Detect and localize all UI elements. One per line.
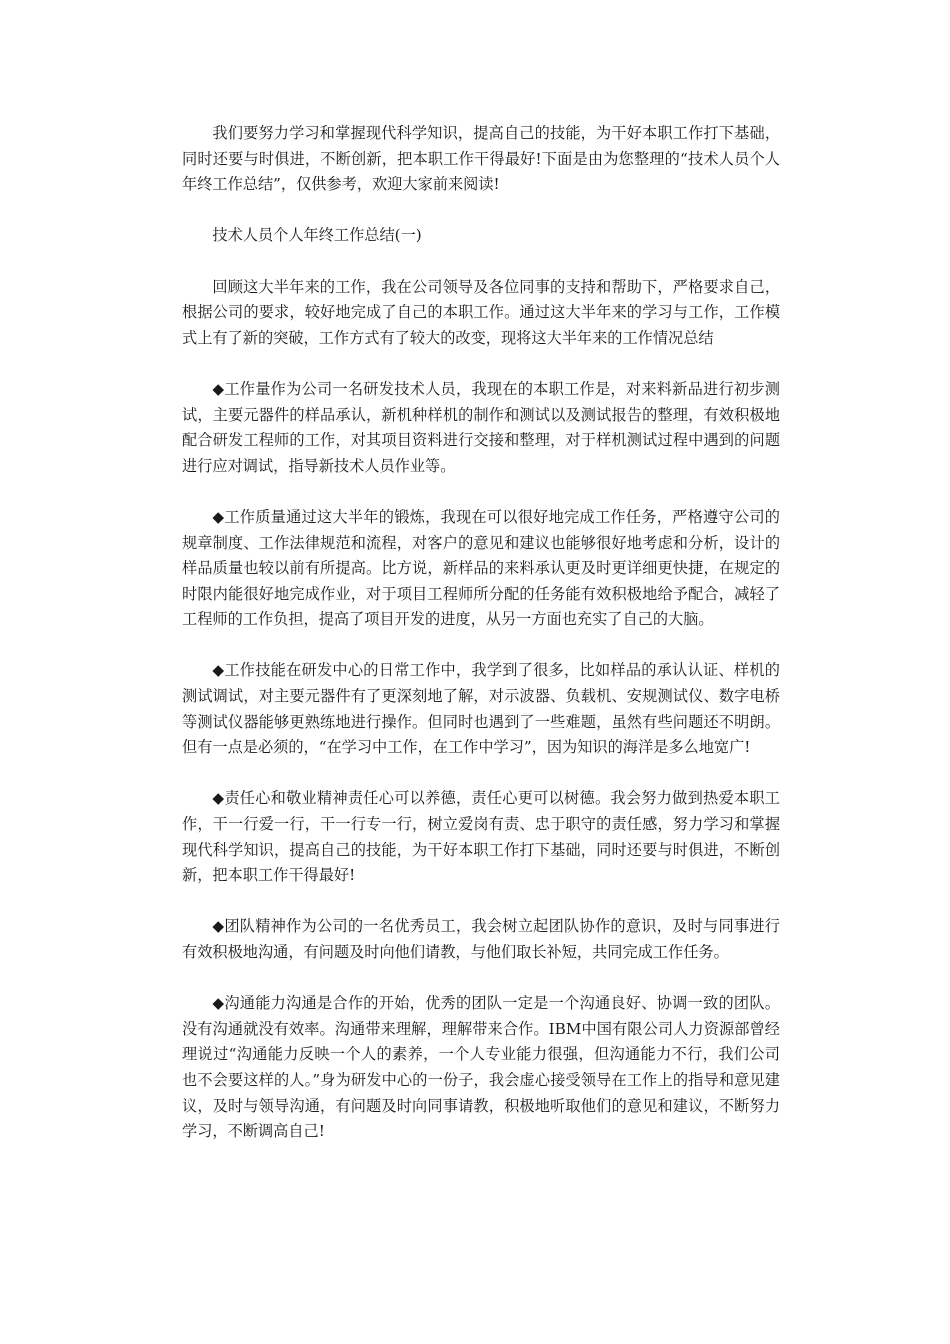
intro-paragraph: 我们要努力学习和掌握现代科学知识，提高自己的技能，为干好本职工作打下基础，同时还要与时俱进，不断创新，把本职工作干得最好!下面是由为您整理的“技术人员个人年终工作总结”，仅供参考，欢迎大家前来阅读! [182,124,780,194]
document-page [182,121,780,1170]
paragraph-work-quality: ◆工作质量通过这大半年的锻炼，我现在可以很好地完成工作任务，严格遵守公司的规章制度、工作法律规范和流程，对客户的意见和建议也能够很好地考虑和分析，设计的样品质量也较以前有所提高。比方说，新样品的来料承认更及时更详细更快捷，在规定的时限内能很好地完成作业，对于项目工程师所分配的任务能有效积极地给予配合，减轻了工程师的工作负担，提高了项目开发的进度，从另一方面也充实了自己的大脑。 [182,507,780,629]
section-title: 技术人员个人年终工作总结(一) [212,226,422,245]
paragraph-review: 回顾这大半年来的工作，我在公司领导及各位同事的支持和帮助下，严格要求自己，根据公司的要求，较好地完成了自己的本职工作。通过这大半年来的学习与工作，工作模式上有了新的突破，工作方式有了较大的改变，现将这大半年来的工作情况总结 [182,277,780,347]
paragraph-responsibility: ◆责任心和敬业精神责任心可以养德，责任心更可以树德。我会努力做到热爱本职工作，干一行爱一行，干一行专一行，树立爱岗有责、忠于职守的责任感，努力学习和掌握现代科学知识，提高自己的技能，为干好本职工作打下基础，同时还要与时俱进，不断创新，把本职工作干得最好! [182,789,780,885]
paragraph-work-skills: ◆工作技能在研发中心的日常工作中，我学到了很多，比如样品的承认认证、样机的测试调试，对主要元器件有了更深刻地了解，对示波器、负载机、安规测试仪、数字电桥等测试仪器能够更熟练地进行操作。但同时也遇到了一些难题，虽然有些问题还不明朗。但有一点是必须的，“在学习中工作，在工作中学习”，因为知识的海洋是多么地宽广! [182,661,780,757]
paragraph-communication: ◆沟通能力沟通是合作的开始，优秀的团队一定是一个沟通良好、协调一致的团队。没有沟通就没有效率。沟通带来理解，理解带来合作。IBM中国有限公司人力资源部曾经理说过“沟通能力反映一个人的素养，一个人专业能力很强，但沟通能力不行，我们公司也不会要这样的人。”身为研发中心的一份子，我会虚心接受领导在工作上的指导和意见建议，及时与领导沟通，有问题及时向同事请教，积极地听取他们的意见和建议，不断努力学习，不断调高自己! [182,994,780,1141]
paragraph-workload: ◆工作量作为公司一名研发技术人员，我现在的本职工作是，对来料新品进行初步测试，主要元器件的样品承认，新机种样机的制作和测试以及测试报告的整理，有效积极地配合研发工程师的工作，对其项目资料进行交接和整理，对于样机测试过程中遇到的问题进行应对调试，指导新技术人员作业等。 [182,379,780,475]
paragraph-team-spirit: ◆团队精神作为公司的一名优秀员工，我会树立起团队协作的意识，及时与同事进行有效积极地沟通，有问题及时向他们请教，与他们取长补短，共同完成工作任务。 [182,917,780,961]
